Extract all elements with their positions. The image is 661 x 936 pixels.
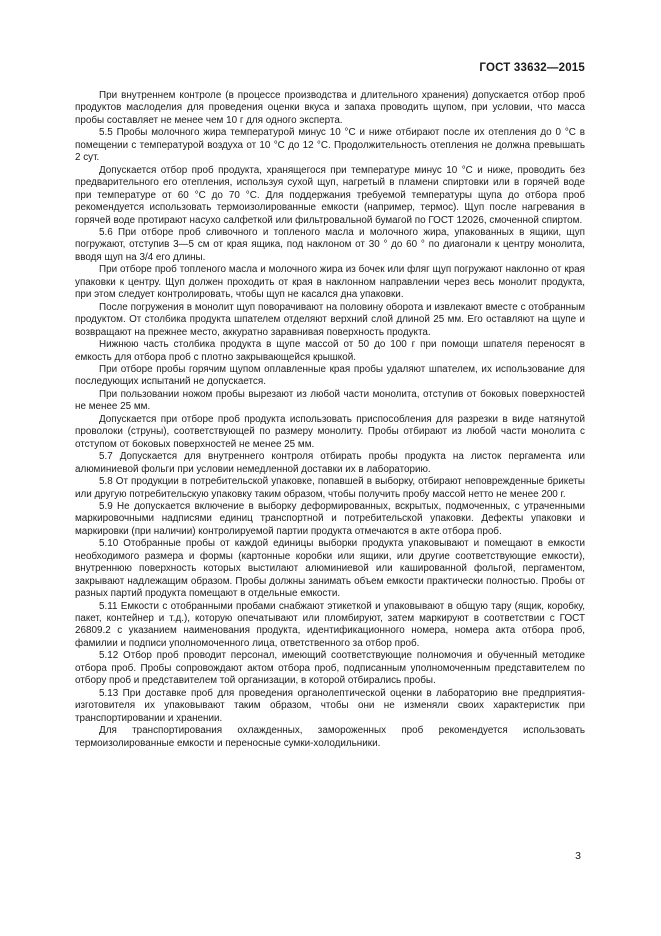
paragraph: 5.8 От продукции в потребительской упаковке, попавшей в выборку, отбирают неповрежденные брикеты или другую потребительскую упаковку таким образом, чтобы получить пробу массой нетто не менее 200 г. [75, 476, 585, 500]
paragraph: 5.11 Емкости с отобранными пробами снабжают этикеткой и упаковывают в общую тару (ящик, коробку, пакет, контейнер и т.д.), которую опечатывают или пломбируют, затем маркируют в соответствии с ГОСТ 26809.2 с указанием наименования продукта, идентификационного номера, номера акта отбора проб, фамилии и подписи уполномоченного лица, ответственного за отбор проб. [75, 600, 585, 649]
paragraph: Допускается при отборе проб продукта использовать приспособления для разрезки в виде натянутой проволоки (струны), соответствующей по размеру монолиту. Пробы отбирают из любой части монолита с отступом от боковых поверхностей не менее 25 мм. [75, 413, 585, 450]
paragraph: После погружения в монолит щуп поворачивают на половину оборота и извлекают вместе с отобранным продуктом. От столбика продукта шпателем отделяют верхний слой длиной 25 мм. Его оставляют на щупе и возвращают на прежнее место, аккуратно заравнивая поверхность продукта. [75, 301, 585, 338]
paragraph: При внутреннем контроле (в процессе производства и длительного хранения) допускается отбор проб продуктов маслоделия для проведения оценки вкуса и запаха проводить щупом, при условии, что масса пробы составляет не менее чем 10 г для одного эксперта. [75, 90, 585, 126]
paragraph: При отборе пробы горячим щупом оплавленные края пробы удаляют шпателем, их использование для последующих испытаний не допускается. [75, 363, 585, 388]
paragraph: 5.12 Отбор проб проводит персонал, имеющий соответствующие полномочия и обученный методике отбора проб. Пробы сопровождают актом отбора проб, подписанным уполномоченным представителем по отбору проб и представителем той организации, в которой отбирались пробы. [75, 650, 585, 687]
paragraph: 5.7 Допускается для внутреннего контроля отбирать пробы продукта на листок пергамента или алюминиевой фольги при условии немедленной доставки их в лабораторию. [75, 451, 585, 475]
paragraph: 5.6 При отборе проб сливочного и топленого масла и молочного жира, упакованных в ящики, щуп погружают, отступив 3—5 см от края ящика, под наклоном от 30 ° до 60 ° по диагонали к центру монолита, вводя щуп на 3/4 его длины. [75, 226, 585, 263]
paragraph: Нижнюю часть столбика продукта в щупе массой от 50 до 100 г при помощи шпателя переносят в емкость для отбора проб с плотно закрывающейся крышкой. [75, 339, 585, 363]
paragraph: При отборе проб топленого масла и молочного жира из бочек или фляг щуп погружают наклонно от края упаковки к центру. Щуп должен проходить от края в наклонном направлении через весь монолит продукта, при этом следует контролировать, чтобы щуп не касался дна упаковки. [75, 264, 585, 301]
paragraph: 5.5 Пробы молочного жира температурой минус 10 °С и ниже отбирают после их отепления до 0 °С в помещении с температурой воздуха от 10 °С до 12 °С. Продолжительность отепления не должна превышать 2 сут. [75, 127, 585, 164]
paragraph: При пользовании ножом пробы вырезают из любой части монолита, отступив от боковых поверхностей не менее 25 мм. [75, 388, 585, 413]
paragraph: 5.9 Не допускается включение в выборку деформированных, вскрытых, подмоченных, с утраченными маркировочными надписями единиц транспортной и потребительской упаковки. Дефекты упаковки и маркировки (при наличии) контролируемой партии продукта отмечаются в акте отбора проб. [75, 500, 585, 537]
document-body [75, 90, 585, 750]
page-number: 3 [575, 850, 581, 862]
paragraph: 5.10 Отобранные пробы от каждой единицы выборки продукта упаковывают и помещают в емкости необходимого размера и формы (картонные коробки или ящики, или другие соответствующие емкости), внутреннюю поверхность которых выстилают алюминиевой или кашированной фольгой, пергаментом, закрывают надлежащим образом. Пробы должны занимать объем емкости практически полностью. Пробы от разных партий продукта помещают в отдельные емкости. [75, 538, 585, 600]
document-id-header: ГОСТ 33632—2015 [479, 62, 585, 74]
paragraph: Допускается отбор проб продукта, хранящегося при температуре минус 10 °С и ниже, проводить без предварительного его отепления, используя сухой щуп, нагретый в пламени спиртовки или в горячей воде при температуре от 60 °С до 70 °С. Для поддержания требуемой температуры щупа до отбора проб рекомендуется использовать термоизолированные емкости (например, термос). Щуп после нагревания в горячей воде протирают насухо салфеткой или фильтровальной бумагой по ГОСТ 12026, смоченной спиртом. [75, 164, 585, 226]
paragraph: Для транспортирования охлажденных, замороженных проб рекомендуется использовать термоизолированные емкости и переносные сумки-холодильники. [75, 725, 585, 749]
paragraph: 5.13 При доставке проб для проведения органолептической оценки в лабораторию вне предприятия-изготовителя их упаковывают таким образом, чтобы они не изменяли своих характеристик при транспортировании и хранении. [75, 687, 585, 724]
